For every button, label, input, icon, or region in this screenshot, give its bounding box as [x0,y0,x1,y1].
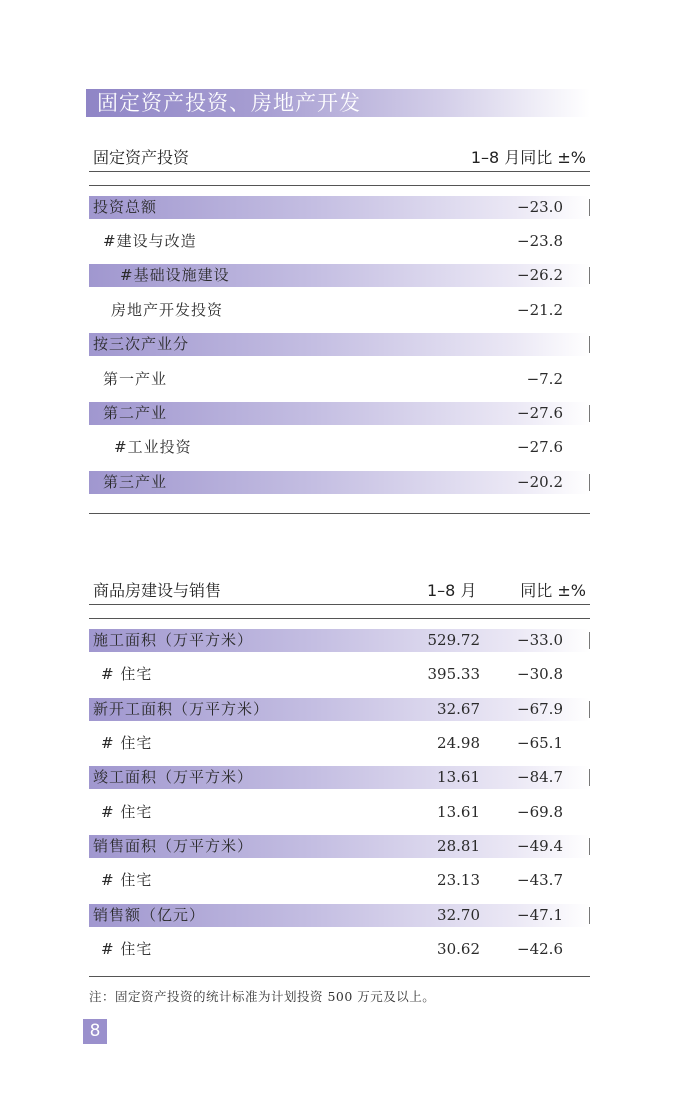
row-yoy: −23.0 [517,198,563,216]
row-label: 竣工面积（万平方米） [93,768,254,786]
row-label: #建设与改造 [103,232,197,250]
table-row [89,299,590,322]
real-estate-top-rule [89,618,590,619]
fixed-asset-table-header [89,145,590,172]
row-label: 按三次产业分 [93,335,190,353]
row-label: 新开工面积（万平方米） [93,700,270,718]
row-label: 第一产业 [103,370,168,388]
real-estate-table-header [89,578,590,605]
table-row [89,629,590,652]
real-estate-bottom-rule [89,976,590,977]
table-row [89,938,590,961]
section-title: 固定资产投资、房地产开发 [97,91,361,115]
row-label: 房地产开发投资 [111,301,224,319]
row-label: 第三产业 [103,473,168,491]
fixed-asset-header-yoy: 1–8 月同比 ±% [470,148,586,167]
row-value: 24.98 [437,734,480,752]
row-yoy: −27.6 [517,438,563,456]
table-row [89,835,590,858]
row-yoy: −49.4 [517,837,563,855]
row-label: #工业投资 [114,438,192,456]
row-yoy: −43.7 [517,871,563,889]
table-row [89,766,590,789]
table-row [89,436,590,459]
row-label: 第二产业 [103,404,168,422]
page-number: 8 [83,1019,107,1044]
row-value: 13.61 [437,768,480,786]
row-label: # 住宅 [101,665,153,683]
row-yoy: −67.9 [517,700,563,718]
row-label: 投资总额 [93,198,158,216]
footnote: 注：固定资产投资的统计标准为计划投资 500 万元及以上。 [89,989,436,1004]
table-row [89,698,590,721]
fixed-asset-header-name: 固定资产投资 [93,148,190,167]
row-value: 30.62 [437,940,480,958]
row-yoy: −65.1 [517,734,563,752]
row-yoy: −69.8 [517,803,563,821]
real-estate-header-period: 1–8 月 [427,581,477,600]
table-row [89,869,590,892]
row-label: 销售额（亿元） [93,906,206,924]
table-row [89,230,590,253]
row-label: # 住宅 [101,940,153,958]
row-yoy: −21.2 [517,301,563,319]
row-label: 销售面积（万平方米） [93,837,254,855]
row-value: 23.13 [437,871,480,889]
row-value: 529.72 [427,631,480,649]
row-label: # 住宅 [101,803,153,821]
row-value: 32.70 [437,906,480,924]
table-row [89,904,590,927]
row-yoy: −23.8 [517,232,563,250]
row-yoy: −33.0 [517,631,563,649]
table-row [89,333,590,356]
row-label: # 住宅 [101,734,153,752]
table-row [89,402,590,425]
row-label: 施工面积（万平方米） [93,631,254,649]
row-label: # 住宅 [101,871,153,889]
fixed-asset-bottom-rule [89,513,590,514]
table-row [89,663,590,686]
table-row [89,471,590,494]
table-row [89,368,590,391]
fixed-asset-top-rule [89,185,590,186]
row-value: 32.67 [437,700,480,718]
row-yoy: −26.2 [517,266,563,284]
row-yoy: −30.8 [517,665,563,683]
real-estate-header-yoy: 同比 ±% [520,581,586,600]
row-value: 28.81 [437,837,480,855]
real-estate-header-name: 商品房建设与销售 [93,581,222,600]
row-label: #基础设施建设 [120,266,230,284]
row-value: 395.33 [427,665,480,683]
row-yoy: −84.7 [517,768,563,786]
table-row [89,264,590,287]
row-yoy: −42.6 [517,940,563,958]
table-row [89,196,590,219]
row-yoy: −20.2 [517,473,563,491]
row-value: 13.61 [437,803,480,821]
row-yoy: −47.1 [517,906,563,924]
table-row [89,732,590,755]
row-yoy: −27.6 [517,404,563,422]
row-yoy: −7.2 [526,370,563,388]
table-row [89,801,590,824]
